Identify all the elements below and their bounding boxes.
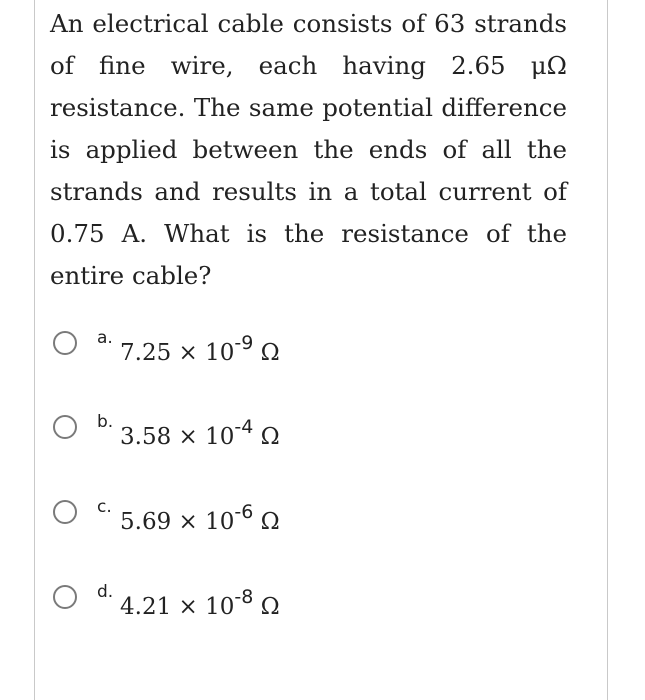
option-text: [120, 417, 280, 458]
radio-button-a[interactable]: [53, 331, 77, 355]
option-letter: b.: [97, 412, 114, 432]
option-c[interactable]: [53, 497, 453, 560]
option-text: [120, 333, 280, 374]
option-exponent: -9: [234, 332, 254, 354]
option-text: [120, 587, 280, 628]
option-unit: Ω: [253, 340, 280, 366]
option-exponent: -8: [234, 586, 254, 608]
question-text: An electrical cable consists of 63 strands of fine wire, each having 2.65 μΩ resistance. The same potential difference is applied between the ends of all the strands and results in a total current of 0.75 A. What is the resistance of the entire cable?: [50, 9, 567, 290]
option-letter: d.: [97, 582, 114, 602]
option-mantissa: 3.58 × 10: [120, 424, 235, 450]
option-letter: c.: [97, 497, 112, 517]
option-unit: Ω: [253, 594, 280, 620]
option-exponent: -6: [234, 501, 254, 523]
option-a[interactable]: [53, 328, 453, 391]
option-mantissa: 4.21 × 10: [120, 594, 235, 620]
radio-button-b[interactable]: [53, 415, 77, 439]
option-exponent: -4: [234, 416, 254, 438]
option-letter: a.: [97, 328, 113, 348]
option-mantissa: 7.25 × 10: [120, 340, 235, 366]
question-panel: [34, 0, 608, 700]
option-b[interactable]: [53, 412, 453, 475]
option-d[interactable]: [53, 582, 453, 645]
radio-button-c[interactable]: [53, 500, 77, 524]
option-unit: Ω: [253, 424, 280, 450]
option-text: [120, 502, 280, 543]
option-unit: Ω: [253, 509, 280, 535]
option-mantissa: 5.69 × 10: [120, 509, 235, 535]
radio-button-d[interactable]: [53, 585, 77, 609]
